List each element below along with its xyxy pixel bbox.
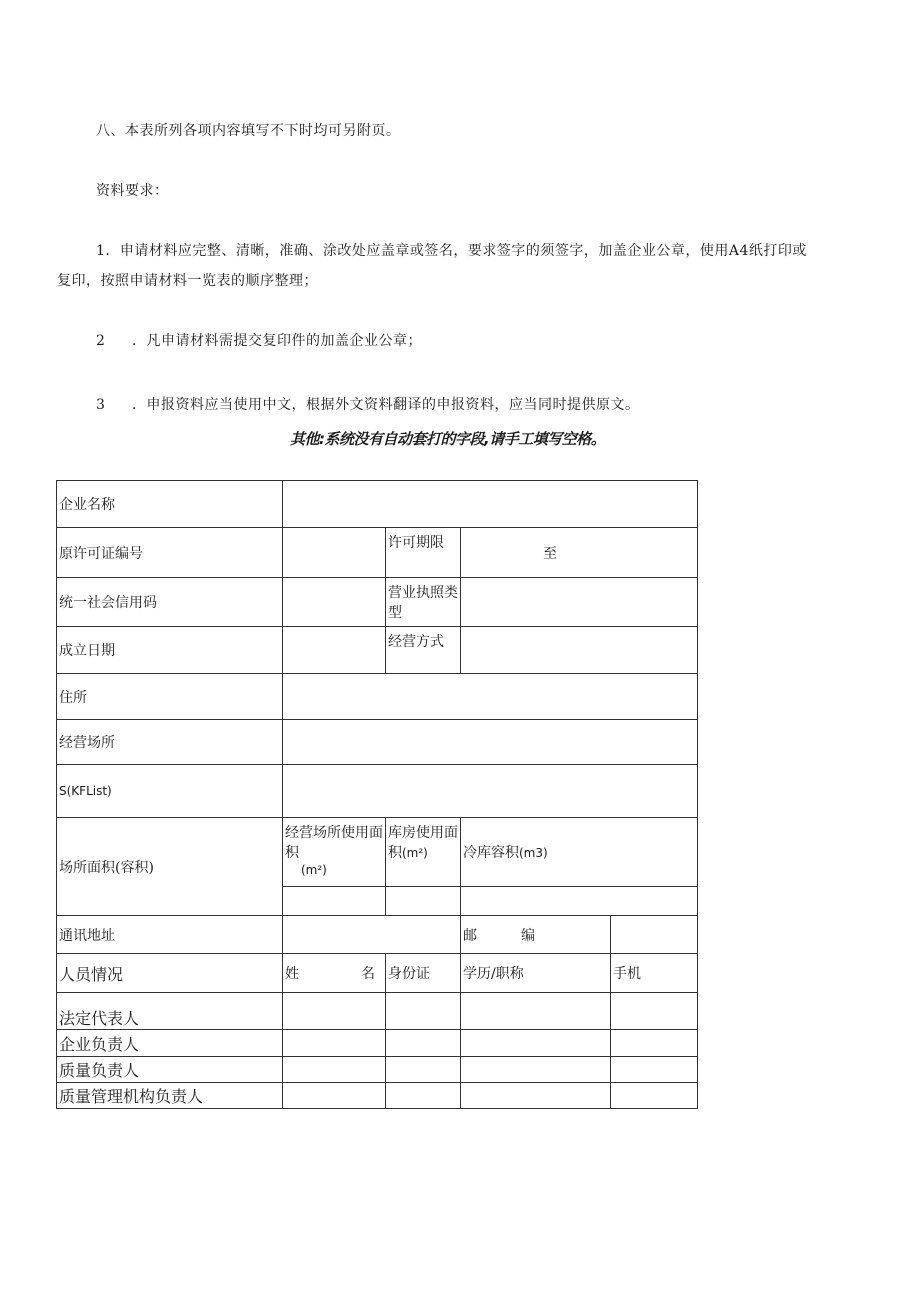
contact-address-label: 通讯地址 [57, 916, 283, 954]
residence-label: 住所 [57, 674, 283, 720]
requirement-2-text: ．凡申请材料需提交复印件的加盖企业公章； [132, 333, 422, 349]
qm-org-head-label: 质量管理机构负责人 [57, 1083, 283, 1109]
legal-rep-education-field[interactable] [461, 993, 611, 1030]
personnel-label: 人员情况 [57, 954, 283, 993]
requirement-2-number: 2 [96, 333, 106, 349]
premises-area-header [283, 818, 386, 887]
license-application-form [56, 480, 698, 1109]
quality-head-education-field[interactable] [461, 1057, 611, 1083]
business-mode-label: 经营方式 [386, 627, 461, 674]
business-premises-field[interactable] [283, 720, 698, 765]
qm-org-head-mobile-field[interactable] [611, 1083, 698, 1109]
requirement-3-number: 3 [96, 397, 106, 413]
warehouse-area-header [386, 818, 461, 887]
establish-date-label: 成立日期 [57, 627, 283, 674]
premises-area-field[interactable] [283, 887, 386, 916]
requirement-1-line-2: 复印，按照申请材料一览表的顺序整理； [57, 273, 318, 289]
credit-code-field[interactable] [283, 578, 386, 627]
quality-head-mobile-field[interactable] [611, 1057, 698, 1083]
license-type-label: 营业执照类型 [386, 578, 461, 627]
requirement-2 [96, 330, 422, 350]
license-type-field[interactable] [461, 578, 698, 627]
requirement-3-text: ．申报资料应当使用中文，根据外文资料翻译的申报资料，应当同时提供原文。 [132, 397, 640, 413]
credit-code-label: 统一社会信用码 [57, 578, 283, 627]
residence-field[interactable] [283, 674, 698, 720]
orig-license-no-label: 原许可证编号 [57, 528, 283, 578]
premises-area-unit: (m²) [301, 863, 327, 877]
requirement-1-line-1: 1．申请材料应完整、清晰，准确、涂改处应盖章或签名，要求签字的须签字，加盖企业公章，使用A4纸打印或 [96, 243, 807, 259]
quality-head-id-field[interactable] [386, 1057, 461, 1083]
company-head-id-field[interactable] [386, 1030, 461, 1057]
id-card-header: 身份证 [386, 954, 461, 993]
cold-storage-header [461, 818, 698, 887]
warehouse-area-field[interactable] [386, 887, 461, 916]
name-char-2: 名 [361, 966, 375, 982]
area-label: 场所面积(容积) [57, 818, 283, 916]
company-head-mobile-field[interactable] [611, 1030, 698, 1057]
license-period-field[interactable] [461, 528, 698, 578]
quality-head-name-field[interactable] [283, 1057, 386, 1083]
education-header: 学历/职称 [461, 954, 611, 993]
legal-rep-name-field[interactable] [283, 993, 386, 1030]
requirement-3 [96, 394, 640, 414]
postcode-char-1: 邮 [463, 927, 477, 944]
qm-org-head-name-field[interactable] [283, 1083, 386, 1109]
name-header [283, 954, 386, 993]
period-to-text: 至 [543, 545, 557, 562]
cold-storage-unit: (m3) [519, 846, 548, 860]
business-mode-field[interactable] [461, 627, 698, 674]
qm-org-head-education-field[interactable] [461, 1083, 611, 1109]
mobile-header: 手机 [611, 954, 698, 993]
name-char-1: 姓 [285, 966, 299, 982]
manual-fill-note: 其他:系统没有自动套打的字段,请手工填写空格。 [290, 430, 606, 448]
legal-rep-id-field[interactable] [386, 993, 461, 1030]
item-8-note: 八、本表所列各项内容填写不下时均可另附页。 [96, 123, 401, 139]
kf-list-label: S(KFList) [57, 765, 283, 818]
quality-head-label: 质量负责人 [57, 1057, 283, 1083]
orig-license-no-field[interactable] [283, 528, 386, 578]
cold-storage-field[interactable] [461, 887, 698, 916]
postcode-char-2: 编 [521, 927, 535, 944]
company-name-label: 企业名称 [57, 481, 283, 528]
legal-rep-mobile-field[interactable] [611, 993, 698, 1030]
company-head-label: 企业负责人 [57, 1030, 283, 1057]
requirements-title: 资料要求： [96, 183, 169, 199]
company-name-field[interactable] [283, 481, 698, 528]
legal-rep-label: 法定代表人 [57, 993, 283, 1030]
business-premises-label: 经营场所 [57, 720, 283, 765]
qm-org-head-id-field[interactable] [386, 1083, 461, 1109]
warehouse-area-text: 库房使用面积 [388, 825, 458, 861]
kf-list-field[interactable] [283, 765, 698, 818]
warehouse-area-unit: (m²) [402, 846, 428, 860]
establish-date-field[interactable] [283, 627, 386, 674]
postcode-label [461, 916, 611, 954]
contact-address-field[interactable] [283, 916, 461, 954]
license-period-label: 许可期限 [386, 528, 461, 578]
company-head-education-field[interactable] [461, 1030, 611, 1057]
premises-area-text: 经营场所使用面积 [285, 825, 383, 861]
cold-storage-text: 冷库容积 [463, 845, 519, 861]
company-head-name-field[interactable] [283, 1030, 386, 1057]
postcode-field[interactable] [611, 916, 698, 954]
